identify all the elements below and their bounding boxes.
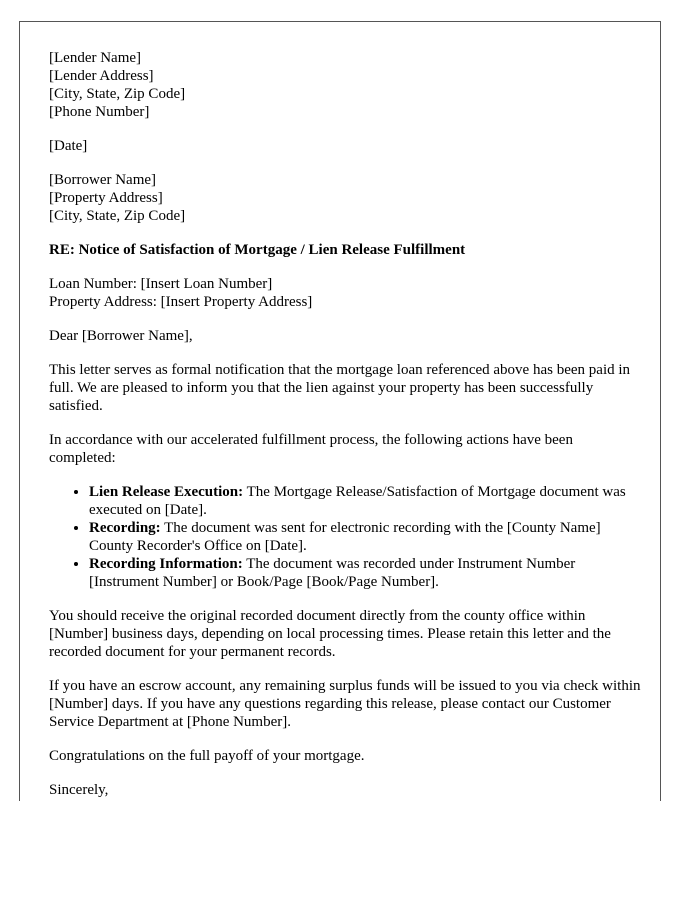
intro-paragraph: This letter serves as formal notification that the mortgage loan referenced above has been paid in full. We are pleased to inform you that the lien against your property has been successfully satisfied. — [49, 362, 631, 414]
loan-number: Loan Number: [Insert Loan Number] — [49, 276, 273, 292]
sender-name: [Lender Name] — [49, 50, 142, 66]
action-label: Recording Information: — [89, 556, 243, 572]
letter-page — [19, 21, 661, 801]
loan-info-block — [49, 275, 641, 311]
subject-line: RE: Notice of Satisfaction of Mortgage / Lien Release Fulfillment — [49, 242, 466, 258]
recipient-address: [Property Address] — [49, 190, 163, 206]
list-item — [89, 483, 641, 519]
sender-phone: [Phone Number] — [49, 104, 150, 120]
loan-property-address: Property Address: [Insert Property Address] — [49, 294, 313, 310]
congrats-paragraph: Congratulations on the full payoff of your mortgage. — [49, 748, 365, 764]
action-text: The document was sent for electronic recording with the [County Name] County Recorder's Office on [Date]. — [89, 520, 601, 554]
recipient-city-state-zip: [City, State, Zip Code] — [49, 208, 186, 224]
escrow-paragraph: If you have an escrow account, any remaining surplus funds will be issued to you via check within [Number] days. If you have any questions regarding this release, please contact our Customer Service Department at [Phone Number]. — [49, 678, 641, 730]
closing: Sincerely, — [49, 782, 109, 798]
sender-address: [Lender Address] — [49, 68, 154, 84]
sender-block — [49, 49, 641, 121]
action-label: Recording: — [89, 520, 161, 536]
recipient-block — [49, 171, 641, 225]
list-item — [89, 555, 641, 591]
letter-date: [Date] — [49, 138, 88, 154]
sender-city-state-zip: [City, State, Zip Code] — [49, 86, 186, 102]
receipt-paragraph: You should receive the original recorded document directly from the county office within [Number] business days, depending on local processing times. Please retain this letter and the recorded document for your permanent records. — [49, 608, 611, 660]
action-text: The document was recorded under Instrument Number [Instrument Number] or Book/Page [Book/Page Number]. — [89, 556, 576, 590]
action-text: The Mortgage Release/Satisfaction of Mortgage document was executed on [Date]. — [89, 484, 626, 518]
salutation: Dear [Borrower Name], — [49, 328, 193, 344]
recipient-name: [Borrower Name] — [49, 172, 157, 188]
letter-content — [49, 49, 641, 801]
list-item — [89, 519, 641, 555]
action-label: Lien Release Execution: — [89, 484, 244, 500]
actions-list — [49, 483, 641, 591]
actions-intro-paragraph: In accordance with our accelerated fulfillment process, the following actions have been completed: — [49, 432, 573, 466]
